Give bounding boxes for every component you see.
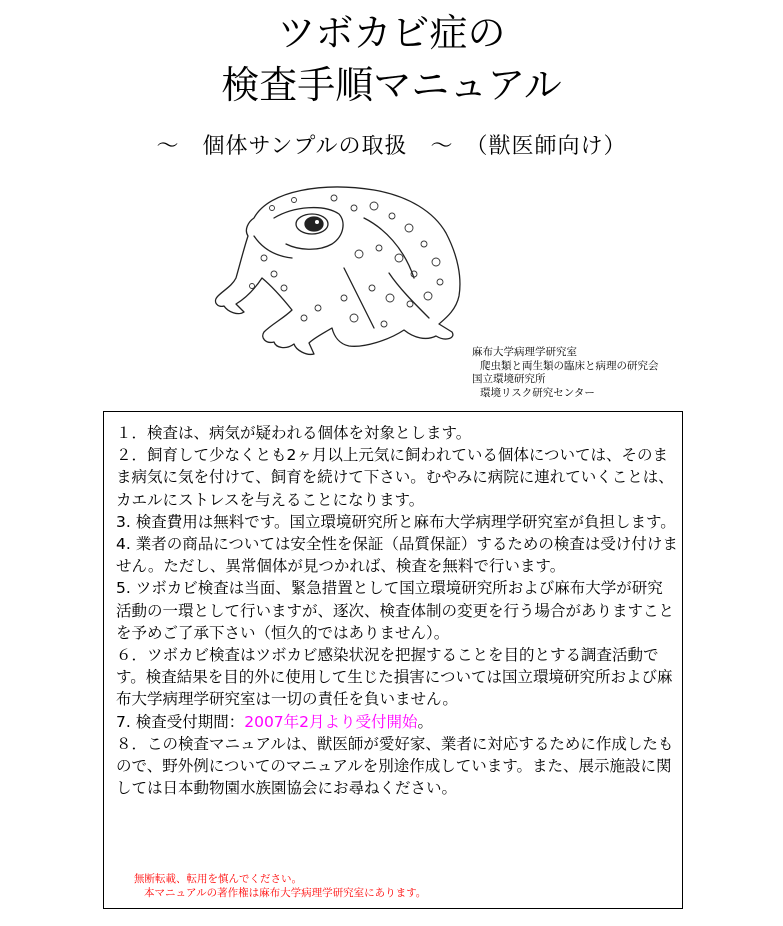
credit-line: 爬虫類と両生類の臨床と病理の研究会 xyxy=(480,359,659,372)
notice-line: 本マニュアルの著作権は麻布大学病理学研究室にあります。 xyxy=(144,887,427,899)
manual-item: 4. 業者の商品については安全性を保証（品質保証）するための検査は受け付けません。ただし、異常個体が見つかれば、検査を無料で行います。 xyxy=(116,535,678,576)
manual-item: ２．飼育して少なくとも2ヶ月以上元気に飼われている個体については、そのまま病気に気を付けて、飼育を続けて下さい。むやみに病院に連れていくことは、カエルにストレスを与えることになります。 xyxy=(116,446,674,509)
credits xyxy=(472,346,659,400)
credit-line: 環境リスク研究センター xyxy=(480,386,595,399)
manual-item: ６．ツボカビ検査はツボカビ感染状況を把握することを目的とする調査活動です。検査結果を目的外に使用して生じた損害については国立環境研究所および麻布大学病理学研究室は一切の責任を負いません。 xyxy=(116,646,673,709)
manual-item: 3. 検査費用は無料です。国立環境研究所と麻布大学病理学研究室が負担します。 xyxy=(116,512,676,531)
title-line-2: 検査手順マニュアル xyxy=(221,63,562,107)
subtitle: 〜 個体サンプルの取扱 〜 （獣医師向け） xyxy=(156,134,627,159)
manual-items xyxy=(116,422,678,799)
notice-line: 無断転載、転用を慎んでください。 xyxy=(134,873,302,885)
item7-end: 。 xyxy=(417,712,434,731)
manual-item: ８．この検査マニュアルは、獣医師が愛好家、業者に対応するために作成したもので、野外例についてのマニュアルを別途作成しています。また、展示施設に関しては日本動物園水族園協会にお尋ねください。 xyxy=(116,734,674,798)
manual-item: １．検査は、病気が疑われる個体を対象とします。 xyxy=(116,424,472,442)
item7-label: 7. 検査受付期間： xyxy=(116,712,245,731)
credit-line: 国立環境研究所 xyxy=(472,373,546,385)
manual-items-box xyxy=(103,411,683,909)
credit-line: 麻布大学病理学研究室 xyxy=(472,346,577,358)
toad-illustration xyxy=(214,178,464,358)
item7-date: 2007年2月より受付開始 xyxy=(244,712,418,731)
title-line-1: ツボカビ症の xyxy=(277,11,506,55)
manual-item-7 xyxy=(116,711,678,733)
copyright-notice xyxy=(134,872,426,900)
manual-item: 5. ツボカビ検査は当面、緊急措置として国立環境研究所および麻布大学が研究活動の一環として行いますが、逐次、検査体制の変更を行う場合がありますことを予めご了承下さい（恒久的ではありません）。 xyxy=(116,579,675,642)
